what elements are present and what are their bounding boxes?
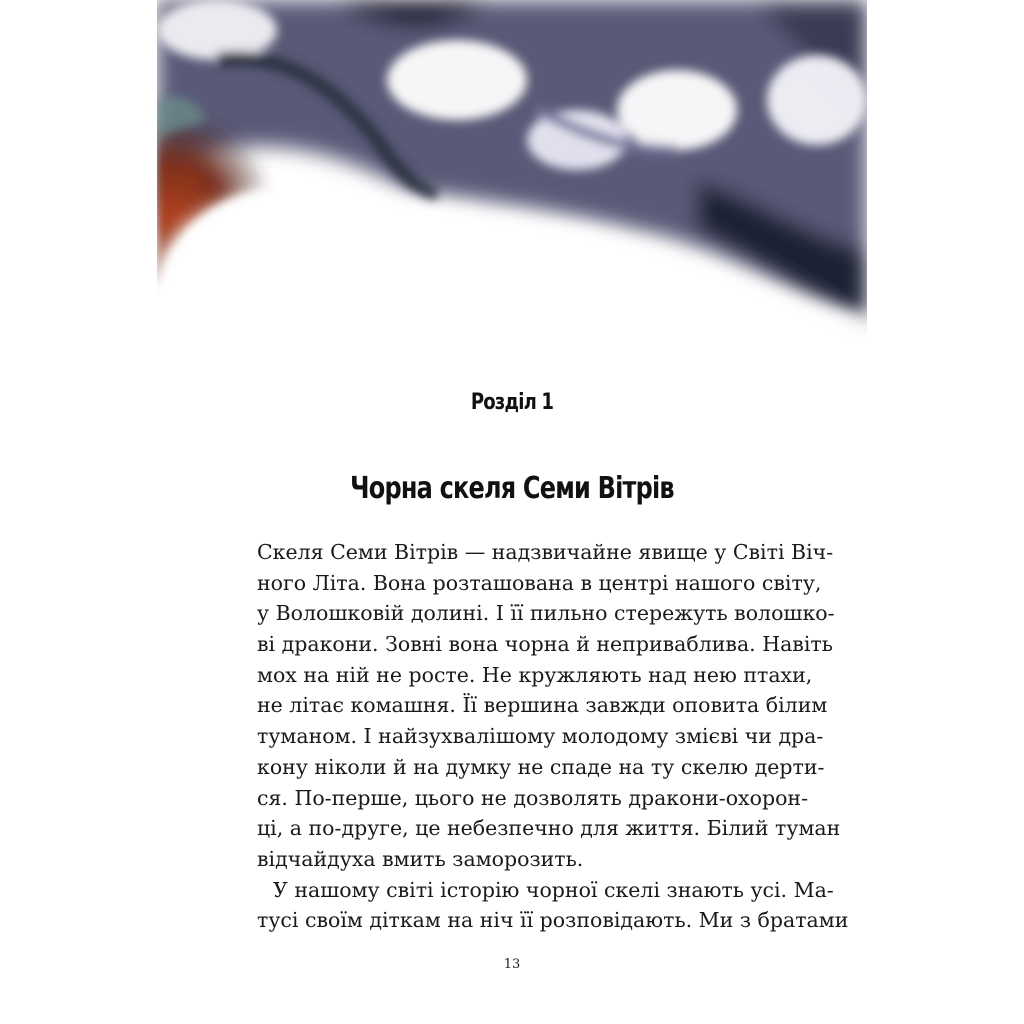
chapter-label: Розділ 1 — [470, 390, 554, 415]
text-line: тусі своїм діткам на ніч її розповідають. Ми з братами — [257, 908, 849, 933]
page-number: 13 — [503, 957, 521, 972]
text-line: Скеля Семи Вітрів — надзвичайне явище у Світі Віч- — [257, 540, 834, 564]
text-line: У нашому світі історію чорної скелі знають усі. Ма- — [273, 877, 834, 902]
text-line: ного Літа. Вона розташована в центрі нашого світу, — [257, 570, 822, 595]
text-line: у Волошковій долині. І її пильно стережуть волошко- — [257, 601, 835, 626]
text-line: відчайдуха вмить заморозить. — [257, 846, 584, 871]
body-text — [257, 537, 849, 936]
text-line: кону ніколи й на думку не спаде на ту скелю дерти- — [257, 754, 825, 779]
text-line: ві дракони. Зовні вона чорна й неприваблива. Навіть — [257, 632, 833, 657]
cloud-illustration — [157, 0, 867, 340]
text-line: ці, а по-друге, це небезпечно для життя. Білий туман — [257, 816, 841, 841]
chapter-title: Чорна скеля Семи Вітрів — [350, 471, 674, 506]
text-line: туманом. І найзухвалішому молодому змієві чи дра- — [257, 724, 824, 749]
text-line: ся. По-перше, цього не дозволять дракони-охорон- — [257, 785, 809, 810]
book-page — [157, 0, 867, 1024]
text-line: не літає комашня. Її вершина завжди оповита білим — [257, 693, 828, 718]
text-line: мох на ній не росте. Не кружляють над нею птахи, — [257, 662, 813, 687]
